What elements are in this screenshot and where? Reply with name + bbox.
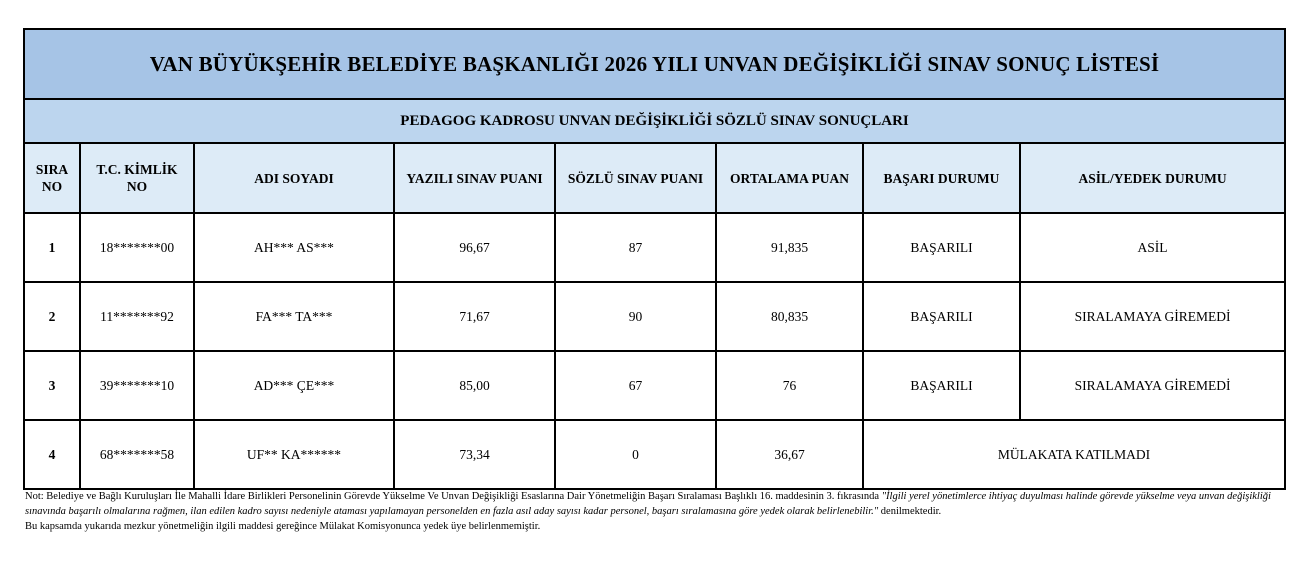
cell-sira: 2 [24,282,80,351]
page-subtitle: PEDAGOG KADROSU UNVAN DEĞİŞİKLİĞİ SÖZLÜ SINAV SONUÇLARI [24,99,1285,143]
cell-ad: FA*** TA*** [194,282,394,351]
page-title: VAN BÜYÜKŞEHİR BELEDİYE BAŞKANLIĞI 2026 YILI UNVAN DEĞİŞİKLİĞİ SINAV SONUÇ LİSTESİ [24,29,1285,99]
cell-basari: BAŞARILI [863,282,1020,351]
footnote-prefix: Not: Belediye ve Bağlı Kuruluşları İle Mahalli İdare Birlikleri Personelinin Görevde Yükselme Ve Unvan Değişikliği Esaslarına Dair Yönetmeliğin Başarı Sıralaması Başlıklı 16. maddesinin 3. fıkrasında [25,491,880,502]
cell-yazili: 71,67 [394,282,555,351]
table-row [24,351,1285,420]
header-sira: SIRA NO [24,143,80,213]
cell-ad: UF** KA****** [194,420,394,489]
cell-sira: 3 [24,351,80,420]
cell-yazili: 73,34 [394,420,555,489]
footnote [25,489,1275,534]
footnote-quote: "İlgili yerel yönetimlerce ihtiyaç duyulması halinde görevde yükselme veya unvan değişikliği sınavında başarılı olmalarına rağmen, ilan edilen kadro sayısı nedeniyle ataması yapılamayan personelden en fazla asıl aday sayısı kadar personel, başarı sıralamasına göre yedek olarak belirlenebilir." [25,491,1271,517]
cell-tc: 18*******00 [80,213,194,282]
header-asil: ASİL/YEDEK DURUMU [1020,143,1285,213]
footnote-paragraph [25,489,1275,519]
table-row [24,282,1285,351]
cell-basari: BAŞARILI [863,351,1020,420]
cell-sozlu: 90 [555,282,716,351]
header-ortalama: ORTALAMA PUAN [716,143,863,213]
results-document [23,28,1284,490]
footnote-line2: Bu kapsamda yukarıda mezkur yönetmeliğin ilgili maddesi gereğince Mülakat Komisyonunca yedek üye belirlenmemiştir. [25,521,541,532]
cell-tc: 39*******10 [80,351,194,420]
cell-sozlu: 87 [555,213,716,282]
cell-merged-status: MÜLAKATA KATILMADI [863,420,1285,489]
cell-asil: ASİL [1020,213,1285,282]
cell-asil: SIRALAMAYA GİREMEDİ [1020,282,1285,351]
cell-ad: AD*** ÇE*** [194,351,394,420]
cell-yazili: 96,67 [394,213,555,282]
cell-ad: AH*** AS*** [194,213,394,282]
cell-tc: 68*******58 [80,420,194,489]
header-basari: BAŞARI DURUMU [863,143,1020,213]
table-row [24,213,1285,282]
subtitle-row [24,99,1285,143]
header-yazili: YAZILI SINAV PUANI [394,143,555,213]
cell-ortalama: 80,835 [716,282,863,351]
table-row [24,420,1285,489]
cell-basari: BAŞARILI [863,213,1020,282]
header-ad: ADI SOYADI [194,143,394,213]
cell-ortalama: 91,835 [716,213,863,282]
cell-ortalama: 76 [716,351,863,420]
cell-ortalama: 36,67 [716,420,863,489]
results-table [23,28,1286,490]
cell-tc: 11*******92 [80,282,194,351]
title-row [24,29,1285,99]
header-tc: T.C. KİMLİK NO [80,143,194,213]
cell-sira: 1 [24,213,80,282]
cell-sozlu: 0 [555,420,716,489]
cell-sozlu: 67 [555,351,716,420]
footnote-suffix: denilmektedir. [880,506,942,517]
header-sozlu: SÖZLÜ SINAV PUANI [555,143,716,213]
cell-sira: 4 [24,420,80,489]
cell-asil: SIRALAMAYA GİREMEDİ [1020,351,1285,420]
header-row [24,143,1285,213]
cell-yazili: 85,00 [394,351,555,420]
